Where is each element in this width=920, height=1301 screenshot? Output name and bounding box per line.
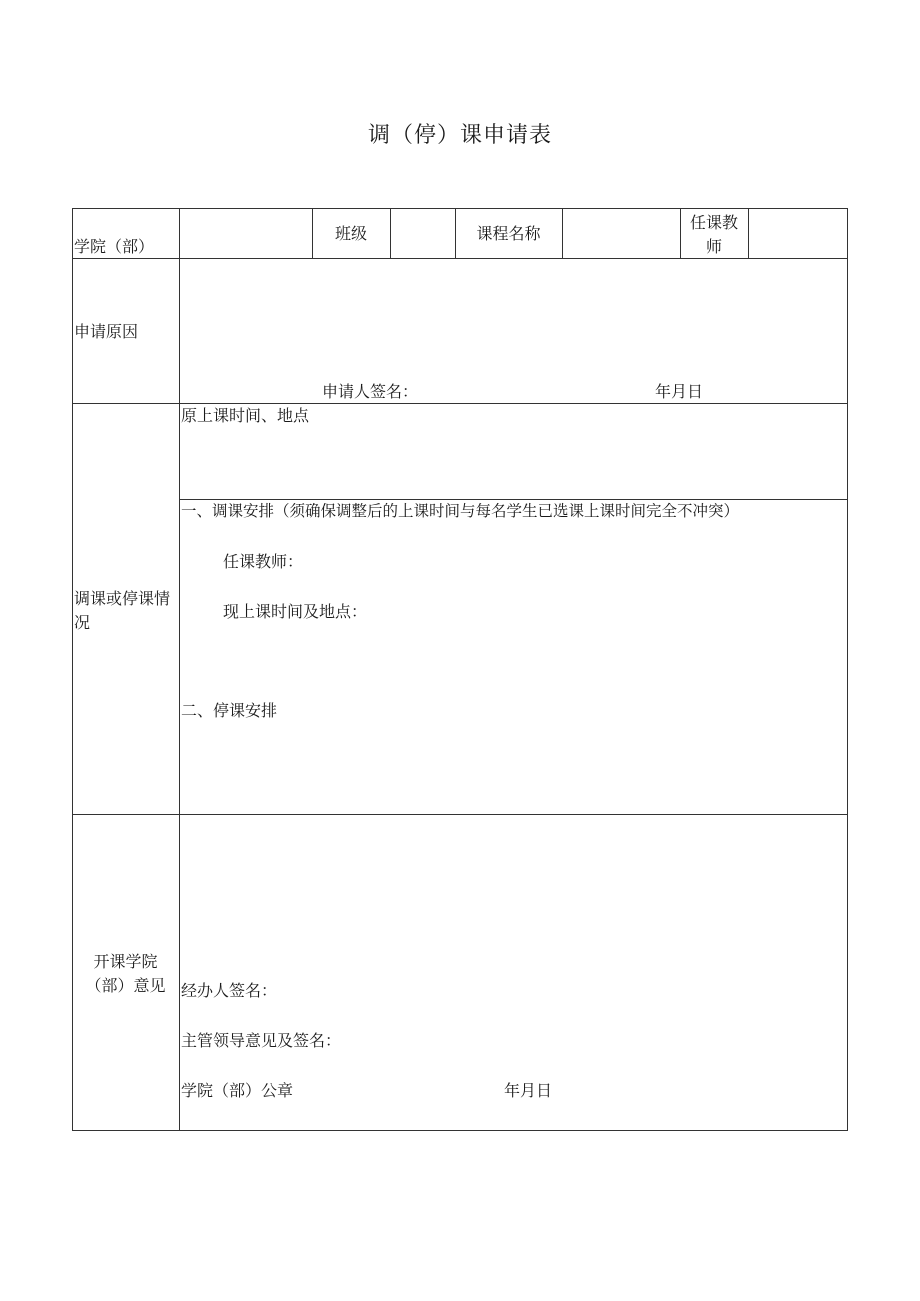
original-time-place-label: 原上课时间、地点 (181, 406, 310, 425)
label-column-divider (179, 208, 180, 1131)
college-value-field[interactable] (180, 209, 311, 257)
course-name-label: 课程名称 (476, 224, 541, 243)
change-section-label-line1: 调课或停课情 (74, 589, 171, 608)
opinion-label-line1: 开课学院 (93, 952, 158, 971)
course-name-value-field[interactable] (563, 209, 679, 257)
page-title: 调（停）课申请表 (367, 123, 552, 148)
college-label: 学院（部） (74, 237, 155, 256)
class-value-field[interactable] (391, 209, 454, 257)
reschedule-heading: 一、调课安排（须确保调整后的上课时间与每名学生已选课上课时间完全不冲突） (181, 502, 740, 520)
row-divider-change (72, 814, 848, 815)
reason-label: 申请原因 (74, 322, 139, 341)
change-section-label-line2: 况 (74, 613, 91, 632)
new-time-place-label: 现上课时间及地点： (223, 602, 368, 621)
opinion-date-label: 年月日 (504, 1081, 553, 1100)
teacher-entry-label: 任课教师： (223, 552, 304, 571)
opinion-label-line2: （部）意见 (85, 976, 166, 995)
teacher-value-field[interactable] (749, 209, 847, 257)
reason-date-label: 年月日 (655, 382, 704, 401)
suspension-heading: 二、停课安排 (181, 701, 278, 720)
college-seal-label: 学院（部）公章 (181, 1081, 294, 1100)
teacher-label-line1: 任课教 (689, 213, 738, 232)
applicant-signature-label: 申请人签名： (322, 382, 419, 401)
supervisor-opinion-label: 主管领导意见及签名： (181, 1031, 342, 1050)
handler-signature-label: 经办人签名： (181, 981, 278, 1000)
class-label: 班级 (334, 224, 367, 243)
teacher-label-line2: 师 (705, 237, 722, 256)
